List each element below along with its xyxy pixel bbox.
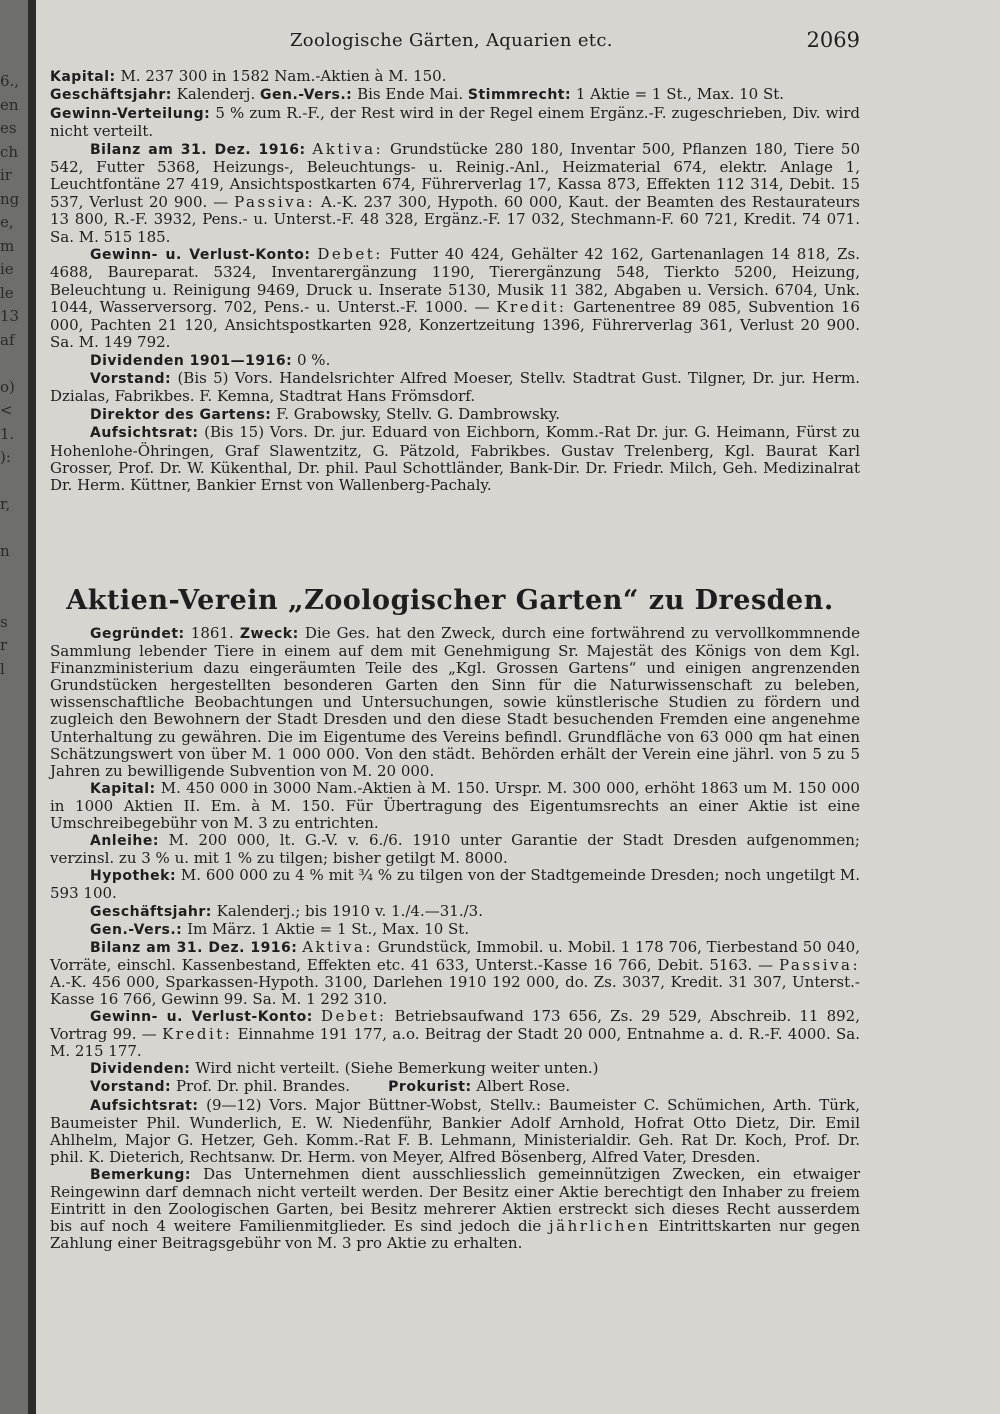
margin-fragment: n <box>0 542 10 560</box>
stimmrecht-text: 1 Aktie = 1 St., Max. 10 St. <box>575 85 785 104</box>
genvers-text: Im März. 1 Aktie = 1 St., Max. 10 St. <box>187 919 470 938</box>
dividenden-entry <box>50 352 860 370</box>
running-title: Zoologische Gärten, Aquarien etc. <box>290 30 613 51</box>
kredit-word: Kredit: <box>162 1025 233 1044</box>
geschaeftsjahr-entry <box>50 903 860 921</box>
gewinnverteilung-entry <box>50 105 860 141</box>
gewinnverteilung-label: Gewinn-Verteilung: <box>50 105 211 122</box>
kapital-text: M. 450 000 in 3000 Nam.-Aktien à M. 150. Urspr. M. 300 000, erhöht 1863 um M. 150 000 in 1000 Aktien II. Em. à M. 150. Für Übertragung des Eigentumsrechts an einer Aktie ist eine Umschreibegebühr von M. 3 zu entrichten. <box>50 778 860 833</box>
margin-fragment: le <box>0 283 14 302</box>
margin-fragment <box>0 352 28 376</box>
bemerkung-entry <box>50 1166 860 1252</box>
aktiva-word: Aktiva: <box>302 937 373 956</box>
bemerkung-label: Bemerkung: <box>90 1166 192 1183</box>
geschaeftsjahr-label: Geschäftsjahr: <box>50 87 172 104</box>
margin-fragments <box>0 70 28 681</box>
margin-fragment <box>0 564 28 588</box>
margin-fragment: r <box>0 636 8 654</box>
kapital-label: Kapital: <box>50 69 116 85</box>
aufsichtsrat-text: (9—12) Vors. Major Büttner-Wobst, Stellv.: Baumeister C. Schümichen, Arth. Türk, Baumeister Phil. Wunderlich, E. W. Niedenführ, Bankier Adolf Arnhold, Hofrat Otto Dietz, Dir. Emil Ahlhelm, Major G. Hetzer, Geh. Komm.-Rat F. B. Lehmann, Ministerialdir. Geh. Rat Dr. Koch, Prof. Dr. phil. K. Dieterich, Rechtsanw. Dr. Herm. von Meyer, Alfred Bösenberg, Alfred Vater, Dresden. <box>50 1095 860 1166</box>
zweck-label: Zweck: <box>239 626 299 642</box>
stimmrecht-label: Stimmrecht: <box>467 87 572 104</box>
aufsichtsrat-text: (Bis 15) Vors. Dr. jur. Eduard von Eichborn, Komm.-Rat Dr. jur. G. Heimann, Fürst zu Hohenlohe-Öhringen, Graf Slawentzitz, G. Pätzold, Fabrikbes. Gustav Trelenberg, Kgl. Baurat Karl Grosser, Prof. Dr. W. Kükenthal, Dr. phil. Paul Schottländer, Bank-Dir. Dr. Friedr. Milch, Geh. Medizinalrat Dr. Herm. Küttner, Bankier Ernst von Wallenberg-Pachaly. <box>50 423 860 495</box>
hypothek-label: Hypothek: <box>90 868 177 885</box>
dividenden-entry <box>50 1060 860 1078</box>
geschaeftsjahr-label: Geschäftsjahr: <box>90 903 212 920</box>
aufsichtsrat-label: Aufsichtsrat: <box>90 425 199 442</box>
margin-fragment: m <box>0 236 15 255</box>
genvers-entry <box>50 921 860 939</box>
margin-fragment: 13 <box>0 307 20 325</box>
margin-fragment: en <box>0 95 19 114</box>
margin-fragment: s <box>0 612 8 631</box>
guv-label: Gewinn- u. Verlust-Konto: <box>90 247 311 264</box>
kapital-entry <box>50 780 860 832</box>
margin-fragment: ng <box>0 189 20 208</box>
bilanz-passiva-text: A.-K. 237 300, Hypoth. 60 000, Kaut. der Beamten des Restaurateurs 13 800, R.-F. 3932, Pens.- u. Unterst.-F. 48 328, Ergänz.-F. 17 032, Stechmann-F. 60 721, Kredit. 74 071. Sa. M. 515 185. <box>50 192 860 246</box>
genvers-label: Gen.-Vers.: <box>90 921 183 938</box>
genvers-label: Gen.-Vers.: <box>260 87 353 104</box>
bemerkung-text-1: Das Unternehmen dient ausschliesslich gemeinnützigen Zwecken, ein etwaiger Reingewinn darf demnach nicht verteilt werden. Der Besitz einer Aktie berechtigt den Inhaber zu freiem Eintritt in den Zoologischen Garten, bei Besitz mehrerer Aktien erstreckt sich dieses Recht ausserdem bis auf noch 4 weitere Familienmitglieder. Es sind jedoch die <box>50 1164 860 1236</box>
margin-fragment <box>0 517 28 541</box>
debet-word: Debet: <box>317 245 383 264</box>
direktor-entry <box>50 406 860 424</box>
vorstand-entry <box>50 370 860 406</box>
margin-fragment <box>0 470 28 494</box>
company-heading: Aktien-Verein „Zoologischer Garten“ zu Dresden. <box>66 585 834 616</box>
scan-binding-shadow <box>28 0 36 1414</box>
margin-fragment: ir <box>0 166 12 184</box>
margin-fragment: e, <box>0 213 14 231</box>
margin-fragment: < <box>0 401 13 419</box>
gegruendet-label: Gegründet: <box>90 626 185 642</box>
geschaeftsjahr-text: Kalenderj. <box>176 85 256 104</box>
gegruendet-text: 1861. <box>190 624 234 642</box>
dividenden-text: 0 %. <box>297 350 331 369</box>
guv-debet-text: Futter 40 424, Gehälter 42 162, Gartenanlagen 14 818, Zs. 4688, Baureparat. 5324, Inventarergänzung 1190, Tierergänzung 548, Tierkto 5200, Heizung, Beleuchtung u. Reinigung 9469, Druck u. Inserate 5130, Musik 11 382, Abgaben u. Versich. 6704, Unk. 1044, Wasserversorg. 702, Pens.- u. Unterst.-F. 1000. — <box>50 245 860 317</box>
margin-fragment: o) <box>0 377 15 396</box>
margin-fragment: 6., <box>0 72 20 90</box>
previous-entry-section <box>50 68 860 495</box>
guv-kredit-text: Gartenentree 89 085, Subvention 16 000, Pachten 21 120, Ansichtspostkarten 928, Konzertzeitung 1396, Führerverlag 361, Verlust 20 900. Sa. M. 149 792. <box>50 298 860 352</box>
aufsichtsrat-label: Aufsichtsrat: <box>90 1097 199 1114</box>
bilanz-aktiva-text: Grundstück, Immobil. u. Mobil. 1 178 706, Tierbestand 50 040, Vorräte, einschl. Kassenbestand, Effekten etc. 41 633, Unterst.-Kasse 16 766, Debit. 5163. — <box>50 937 860 974</box>
guv-kredit-text: Einnahme 191 177, a.o. Beitrag der Stadt 20 000, Entnahme a. d. R.-F. 4000. Sa. M. 215 177. <box>50 1025 860 1061</box>
aufsichtsrat-entry <box>50 1097 860 1166</box>
bilanz-label: Bilanz am 31. Dez. 1916: <box>90 939 298 956</box>
direktor-label: Direktor des Gartens: <box>90 406 272 423</box>
bilanz-label: Bilanz am 31. Dez. 1916: <box>90 141 306 158</box>
kapital-text: M. 237 300 in 1582 Nam.-Aktien à M. 150. <box>120 67 447 85</box>
kredit-word: Kredit: <box>496 298 567 317</box>
prokurist-text: Albert Rose. <box>476 1077 571 1096</box>
dividenden-label: Dividenden: <box>90 1061 191 1078</box>
margin-fragment <box>0 587 28 611</box>
zweck-text: Die Ges. hat den Zweck, durch eine fortwährend zu vervollkommnende Sammlung lebender Tiere in einem auf dem mit Genehmigung Sr. Majestät des Königs von dem Kgl. Finanzministerium dazu eingeräumten Teile des „Kgl. Grossen Gartens“ und einigen angrenzenden Grundstücken hergestellten besonderen Garten den Sinn für die Naturwissenschaft zu beleben, wissenschaftliche Beobachtungen und Untersuchungen, sowie künstlerische Studien zu fördern und zugleich den Bewohnern der Stadt Dresden und den diese Stadt besuchenden Fremden eine angenehme Unterhaltung zu gewähren. Die im Eigentume des Vereins befindl. Grundfläche von 63 000 qm hat einen Schätzungswert von über M. 1 000 000. Von den städt. Behörden erhält der Verein eine jährl. von 5 zu 5 Jahren zu bewilligende Subvention von M. 20 000. <box>50 624 860 780</box>
dividenden-label: Dividenden 1901—1916: <box>90 352 293 369</box>
anleihe-entry <box>50 832 860 867</box>
vorstand-entry <box>50 1078 860 1096</box>
kapital-label: Kapital: <box>90 780 156 797</box>
genvers-text: Bis Ende Mai. <box>357 85 464 104</box>
margin-fragment: 1. <box>0 424 15 443</box>
gewinnverteilung-text: 5 % zum R.-F., der Rest wird in der Regel einem Ergänz.-F. zugeschrieben, Div. wird nicht verteilt. <box>50 103 860 141</box>
aktiva-word: Aktiva: <box>312 139 384 158</box>
aufsichtsrat-entry <box>50 424 860 495</box>
hypothek-entry <box>50 867 860 902</box>
geschaeftsjahr-entry <box>50 86 860 104</box>
margin-fragment: af <box>0 330 15 349</box>
vorstand-text: Prof. Dr. phil. Brandes. <box>175 1077 351 1096</box>
bilanz-entry <box>50 141 860 246</box>
anleihe-label: Anleihe: <box>90 833 159 850</box>
margin-fragment: ch <box>0 142 19 161</box>
page-number: 2069 <box>806 28 860 52</box>
passiva-word: Passiva: <box>778 955 860 974</box>
guv-debet-text: Betriebsaufwand 173 656, Zs. 29 529, Abschreib. 11 892, Vortrag 99. — <box>50 1007 860 1044</box>
dresden-zoo-section <box>50 625 860 1252</box>
debet-word: Debet: <box>320 1007 387 1026</box>
geschaeftsjahr-text: Kalenderj.; bis 1910 v. 1./4.—31./3. <box>216 901 483 920</box>
bemerkung-text-2: Eintrittskarten nur gegen Zahlung einer Beitragsgebühr von M. 3 pro Aktie zu erhalten. <box>50 1217 860 1253</box>
dividenden-text: Wird nicht verteilt. (Siehe Bemerkung weiter unten.) <box>195 1059 599 1078</box>
kapital-entry <box>50 68 860 86</box>
bilanz-passiva-text: A.-K. 456 000, Sparkassen-Hypoth. 3100, Darlehen 1910 192 000, do. Zs. 3037, Kredit. 31 307, Unterst.-Kasse 16 766, Gewinn 99. Sa. M. 1 292 310. <box>50 972 860 1008</box>
passiva-word: Passiva: <box>234 192 316 211</box>
guv-label: Gewinn- u. Verlust-Konto: <box>90 1009 313 1026</box>
direktor-text: F. Grabowsky, Stellv. G. Dambrowsky. <box>276 404 560 423</box>
anleihe-text: M. 200 000, lt. G.-V. v. 6./6. 1910 unter Garantie der Stadt Dresden aufgenommen; verzinsl. zu 3 % u. mit 1 % zu tilgen; bisher getilgt M. 8000. <box>50 831 860 868</box>
bemerkung-spaced-word: jährlichen <box>549 1217 651 1236</box>
margin-fragment: r, <box>0 495 11 513</box>
bilanz-entry <box>50 939 860 1008</box>
margin-fragment: ie <box>0 260 14 278</box>
vorstand-label: Vorstand: <box>90 1079 172 1096</box>
prokurist-label: Prokurist: <box>388 1079 472 1096</box>
gruendung-entry <box>50 625 860 780</box>
vorstand-text: (Bis 5) Vors. Handelsrichter Alfred Moeser, Stellv. Stadtrat Gust. Tilgner, Dr. jur. Herm. Dzialas, Fabrikbes. F. Kemna, Stadtrat Hans Frömsdorf. <box>50 368 860 406</box>
bilanz-aktiva-text: Grundstücke 280 180, Inventar 500, Pflanzen 180, Tiere 50 542, Futter 5368, Heizungs-, Beleuchtungs- u. Reinig.-Anl., Heizmaterial 674, elektr. Anlage 1, Leuchtfontäne 27 419, Ansichtspostkarten 674, Führerverlag 17, Kassa 873, Effekten 112 314, Debit. 15 537, Verlust 20 900. — <box>50 139 860 211</box>
page-header <box>40 28 860 58</box>
guv-entry <box>50 1008 860 1060</box>
margin-fragment: ): <box>0 448 11 466</box>
guv-entry <box>50 246 860 351</box>
hypothek-text: M. 600 000 zu 4 % mit ¾ % zu tilgen von der Stadtgemeinde Dresden; noch ungetilgt M. 593 100. <box>50 866 860 903</box>
margin-fragment: l <box>0 659 5 678</box>
vorstand-label: Vorstand: <box>90 370 172 387</box>
margin-fragment: es <box>0 119 17 137</box>
